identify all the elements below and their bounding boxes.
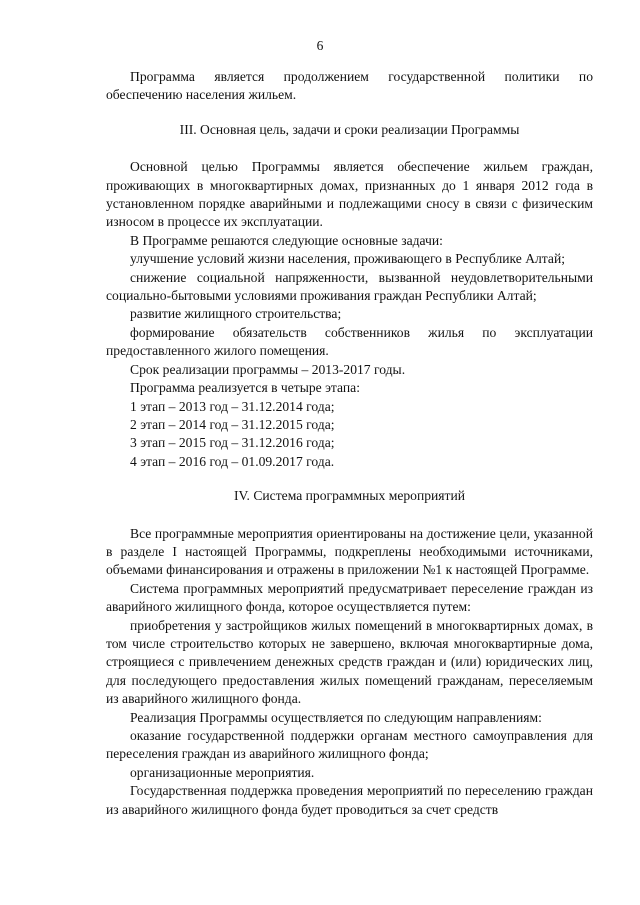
- tasks-intro: В Программе решаются следующие основные задачи:: [130, 232, 443, 248]
- measures-paragraph: Все программные мероприятия ориентированы на достижение цели, указанной в разделе I настоящей Программы, подкреплены необходимыми источниками, объемами финансирования и отражены в приложении №1 к настоящей Программе.: [106, 525, 593, 578]
- section-4-heading: IV. Система программных мероприятий: [233, 488, 466, 504]
- stage-item: 4 этап – 2016 год – 01.09.2017 года.: [130, 453, 335, 469]
- task-item: улучшение условий жизни населения, проживающего в Республике Алтай;: [130, 251, 565, 267]
- document-body: [106, 68, 593, 819]
- page-number: 6: [316, 38, 324, 53]
- acquisition-paragraph: приобретения у застройщиков жилых помещений в многоквартирных домах, в том числе строительство которых не завершено, включая многоквартирные дома, строящиеся с привлечением денежных средств граждан и (или) юридических лиц, для последующего предоставления жилых помещений гражданам, переселяемым из аварийного жилищного фонда.: [106, 617, 593, 707]
- stage-item: 1 этап – 2013 год – 31.12.2014 года;: [130, 398, 335, 414]
- stages-intro: Программа реализуется в четыре этапа:: [130, 380, 360, 396]
- intro-paragraph: Программа является продолжением государственной политики по обеспечению населения жильем.: [106, 69, 593, 103]
- term-paragraph: Срок реализации программы – 2013-2017 годы.: [130, 361, 406, 377]
- stage-item: 3 этап – 2015 год – 31.12.2016 года;: [130, 435, 335, 451]
- system-paragraph: Система программных мероприятий предусматривает переселение граждан из аварийного жилищного фонда, которое осуществляется путем:: [106, 580, 593, 615]
- goal-paragraph: Основной целью Программы является обеспечение жильем граждан, проживающих в многоквартирных домах, признанных до 1 января 2012 года в установленном порядке аварийными и подлежащими сносу в связи с физическим износом в процессе их эксплуатации.: [106, 159, 593, 230]
- section-3-heading: III. Основная цель, задачи и сроки реализации Программы: [179, 121, 520, 137]
- task-item: развитие жилищного строительства;: [130, 306, 342, 322]
- state-support-paragraph: Государственная поддержка проведения мероприятий по переселению граждан из аварийного жилищного фонда будет проводиться за счет средств: [106, 783, 593, 817]
- direction-item: оказание государственной поддержки органам местного самоуправления для переселения граждан из аварийного жилищного фонда;: [106, 728, 593, 762]
- stage-item: 2 этап – 2014 год – 31.12.2015 года;: [130, 416, 335, 432]
- task-item: формирование обязательств собственников жилья по эксплуатации предоставленного жилого помещения.: [106, 324, 593, 359]
- task-item: снижение социальной напряженности, вызванной неудовлетворительными социально-бытовыми условиями проживания граждан Республики Алтай;: [106, 269, 593, 304]
- directions-intro: Реализация Программы осуществляется по следующим направлениям:: [130, 709, 542, 725]
- direction-item: организационные мероприятия.: [130, 764, 315, 780]
